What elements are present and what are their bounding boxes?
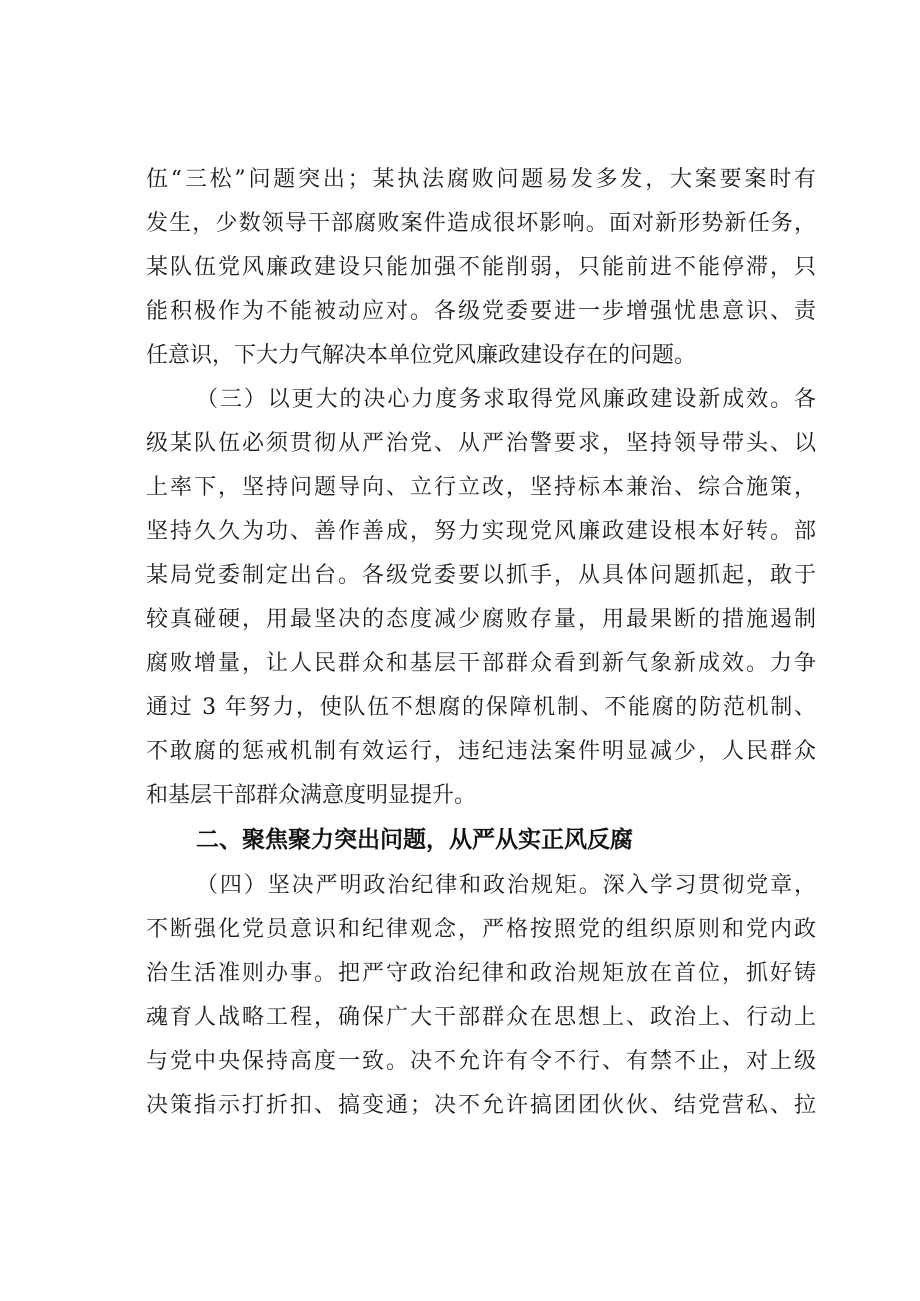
body-text-line: 任意识，下大力气解决本单位党风廉政建设存在的问题。	[146, 343, 697, 368]
body-text-line: 某队伍党风廉政建设只能加强不能削弱，只能前进不能停滞，只	[146, 255, 816, 280]
body-text-line: 较真碰硬，用最坚决的态度减少腐败存量，用最果断的措施遏制	[146, 607, 816, 632]
body-text-line: 上率下，坚持问题导向、立行立改，坚持标本兼治、综合施策，	[146, 475, 816, 500]
body-text-line: 发生，少数领导干部腐败案件造成很坏影响。面对新形势新任务，	[146, 211, 816, 236]
section-heading: 二、聚焦聚力突出问题，从严从实正风反腐	[196, 827, 633, 853]
body-text-line: 能积极作为不能被动应对。各级党委要进一步增强忧患意识、责	[146, 299, 816, 324]
paragraph-four-first-line: （四）坚决严明政治纪律和政治规矩。深入学习贯彻党章，	[196, 873, 816, 898]
body-text-line: 坚持久久为功、善作善成，努力实现党风廉政建设根本好转。部	[146, 519, 816, 544]
body-text-line: 级某队伍必须贯彻从严治党、从严治警要求，坚持领导带头、以	[146, 431, 816, 456]
body-text-line: 治生活准则办事。把严守政治纪律和政治规矩放在首位，抓好铸	[146, 961, 816, 986]
body-text-line: 伍“三松”问题突出；某执法腐败问题易发多发，大案要案时有	[146, 167, 816, 192]
body-text-line: 通过 3 年努力，使队伍不想腐的保障机制、不能腐的防范机制、	[146, 695, 816, 720]
body-text-line: 和基层干部群众满意度明显提升。	[146, 783, 477, 808]
body-text-line: 某局党委制定出台。各级党委要以抓手，从具体问题抓起，敢于	[146, 563, 816, 588]
body-text-line: 不敢腐的惩戒机制有效运行，违纪违法案件明显减少，人民群众	[146, 739, 816, 764]
body-text-line: 不断强化党员意识和纪律观念，严格按照党的组织原则和党内政	[146, 917, 816, 942]
paragraph-three-first-line: （三）以更大的决心力度务求取得党风廉政建设新成效。各	[196, 387, 816, 412]
body-text-line: 决策指示打折扣、搞变通；决不允许搞团团伙伙、结党营私、拉	[146, 1093, 816, 1118]
body-text-line: 与党中央保持高度一致。决不允许有令不行、有禁不止，对上级	[146, 1049, 816, 1074]
body-text-line: 腐败增量，让人民群众和基层干部群众看到新气象新成效。力争	[146, 651, 816, 676]
body-text-line: 魂育人战略工程，确保广大干部群众在思想上、政治上、行动上	[146, 1005, 816, 1030]
